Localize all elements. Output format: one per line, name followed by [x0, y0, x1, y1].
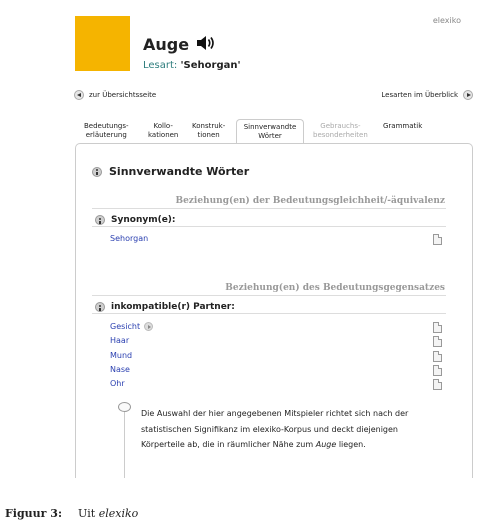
- audio-icon[interactable]: [144, 322, 153, 331]
- partner-text: Mund: [110, 351, 133, 360]
- lesart-value: 'Sehorgan': [180, 60, 241, 71]
- back-to-overview-link[interactable]: [74, 90, 156, 100]
- section-title: [92, 165, 249, 178]
- relation-heading-opposition: Beziehung(en) des Bedeutungsgegensatzes: [225, 283, 445, 293]
- tab-kollokationen[interactable]: [148, 122, 178, 140]
- synonym-heading: [95, 215, 176, 225]
- synonym-heading-text: Synonym(e):: [111, 215, 176, 225]
- partner-link-nase[interactable]: [110, 365, 130, 374]
- info-icon[interactable]: [95, 215, 105, 225]
- divider: [92, 208, 446, 209]
- partner-heading-text: inkompatible(r) Partner:: [111, 302, 235, 312]
- arrow-left-icon: [74, 90, 84, 100]
- tab-label: Wörter: [258, 132, 282, 140]
- back-label: zur Übersichtsseite: [89, 91, 157, 99]
- readings-overview-link[interactable]: [381, 90, 473, 100]
- partner-heading: [95, 302, 235, 312]
- partner-link-haar[interactable]: [110, 336, 129, 345]
- note-text: Die Auswahl der hier angegebenen Mitspieler richtet sich nach der statistischen Signifikanz im elexiko-Korpus und deckt diejenigen Körperteile ab, die in räumlicher Nähe zum: [141, 409, 409, 449]
- caption-label: Figuur 3:: [5, 507, 63, 520]
- partner-text: Gesicht: [110, 322, 141, 331]
- usage-note: [141, 406, 441, 453]
- info-icon[interactable]: [95, 302, 105, 312]
- partner-text: Haar: [110, 336, 130, 345]
- lesart-label: Lesart:: [143, 60, 178, 71]
- tab-label: Kollo-: [153, 122, 173, 130]
- note-connector: [124, 412, 125, 478]
- caption-text: Uit: [78, 507, 96, 520]
- partner-text: Nase: [110, 365, 130, 374]
- speech-bubble-icon: [118, 402, 131, 412]
- brand-label: elexiko: [432, 16, 461, 25]
- relation-heading-equivalence: Beziehung(en) der Bedeutungsgleichheit/-äquivalenz: [175, 196, 445, 206]
- document-icon[interactable]: [433, 351, 442, 362]
- figure-caption: [5, 507, 138, 520]
- synonym-link[interactable]: [110, 234, 148, 243]
- speaker-icon[interactable]: [196, 34, 216, 52]
- note-italic-word: Auge: [315, 440, 337, 449]
- tab-label: Sinnverwandte: [243, 123, 297, 131]
- divider: [92, 226, 446, 227]
- info-icon[interactable]: [92, 167, 102, 177]
- tab-sinnverwandte-woerter[interactable]: [236, 119, 304, 144]
- note-end: liegen.: [338, 440, 366, 449]
- partner-link-ohr[interactable]: [110, 379, 125, 388]
- tab-label: Bedeutungs-: [84, 122, 129, 130]
- caption-italic: elexiko: [98, 507, 139, 520]
- tab-konstruktionen[interactable]: [192, 122, 225, 140]
- tab-label: besonderheiten: [313, 131, 368, 139]
- tab-label: erläuterung: [85, 131, 127, 139]
- overview-label: Lesarten im Überblick: [381, 91, 458, 99]
- partner-link-gesicht[interactable]: [110, 322, 153, 331]
- document-icon[interactable]: [433, 379, 442, 390]
- tab-label: Grammatik: [383, 122, 423, 130]
- document-icon[interactable]: [433, 365, 442, 376]
- tab-label: tionen: [197, 131, 220, 139]
- tab-label: kationen: [148, 131, 179, 139]
- divider: [92, 313, 446, 314]
- lesart-line: [143, 60, 241, 71]
- headword-color-block: [75, 16, 130, 71]
- tab-gebrauchsbesonderheiten: [313, 122, 368, 140]
- tab-label: Konstruk-: [192, 122, 226, 130]
- headword-title: Auge: [143, 35, 190, 54]
- partner-link-mund[interactable]: [110, 351, 132, 360]
- tab-grammatik[interactable]: [383, 122, 422, 131]
- tab-label: Gebrauchs-: [320, 122, 361, 130]
- tab-bedeutungserlaeuterung[interactable]: [84, 122, 129, 140]
- document-icon[interactable]: [433, 322, 442, 333]
- section-title-text: Sinnverwandte Wörter: [109, 165, 250, 178]
- document-icon[interactable]: [433, 336, 442, 347]
- divider: [92, 295, 446, 296]
- synonym-text: Sehorgan: [110, 234, 149, 243]
- partner-text: Ohr: [110, 379, 125, 388]
- arrow-right-icon: [463, 90, 473, 100]
- document-icon[interactable]: [433, 234, 442, 245]
